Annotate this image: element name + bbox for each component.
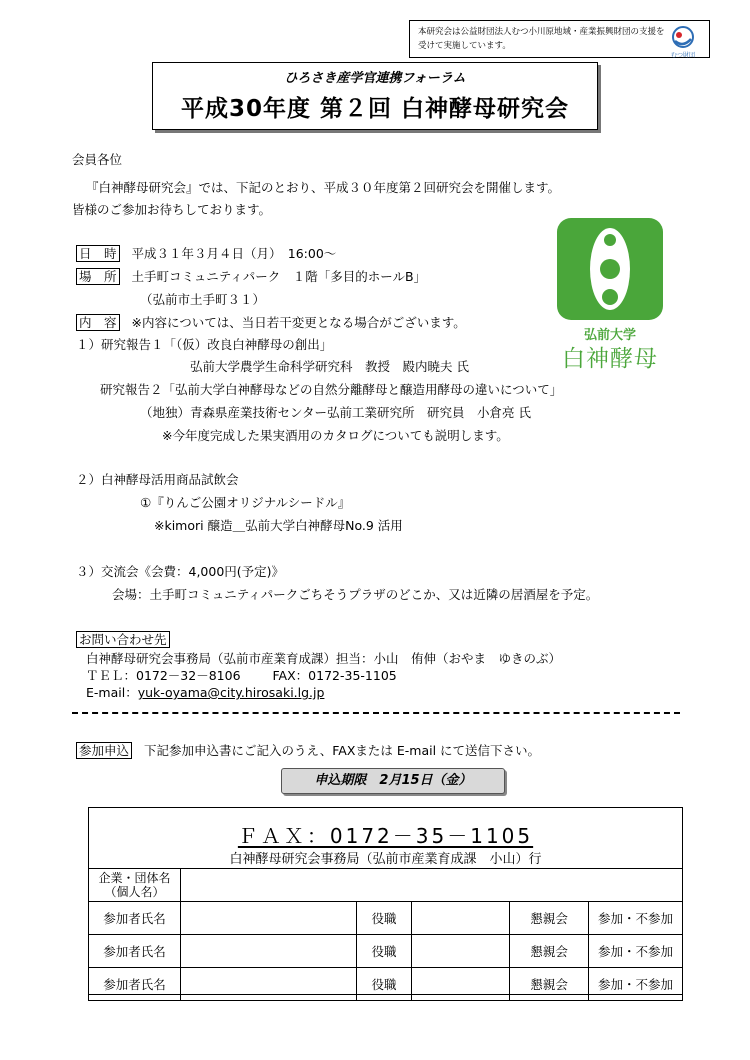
attendance-choice[interactable]: 参加・不参加 [589,902,683,935]
foundation-logo-caption: むつ財団 [670,52,695,59]
participant-title-label: 役職 [356,902,412,935]
participant-name-label: 参加者氏名 [89,935,181,968]
application-instruction: 下記参加申込書にご記入のうえ、FAXまたは E-mail にて送信下さい。 [144,743,541,758]
participant-name-input[interactable] [180,935,356,968]
sponsor-text: 本研究会は公益財団法人むつ小川原地域・産業振興財団の支援を受けて実施しています。 [418,27,665,51]
company-label-text: 企業・団体名（個人名） [98,871,171,899]
participant-title-label: 役職 [356,968,412,1001]
foundation-logo-icon [667,24,699,59]
intro-line-2: 皆様のご参加お待ちしております。 [72,202,272,217]
place-address: （弘前市土手町３１） [140,292,266,307]
party-label: 懇親会 [510,902,589,935]
contact-tel: ＴＥＬ：0172－32－8106 [86,668,241,683]
form-destination: 白神酵母研究会事務局（弘前市産業育成課 小山）行 [229,852,542,867]
form-fax-number [89,820,682,849]
program-item-2: ２）白神酵母活用商品試飲会 [76,472,239,487]
application-form [88,807,683,995]
participant-row [89,902,683,935]
participant-name-input[interactable] [180,968,356,1001]
intro-line-1: 『白神酵母研究会』では、下記のとおり、平成３０年度第２回研究会を開催します。 [86,180,561,195]
content-label: 内 容 [76,314,120,331]
company-input[interactable] [180,869,682,902]
application-label: 参加申込 [76,742,132,759]
cut-line-divider [72,712,680,714]
participant-row [89,968,683,1001]
place-value: 土手町コミュニティパーク １階「多目的ホールB」 [131,269,427,284]
program-item-1b-speaker: （地独）青森県産業技術センター弘前工業研究所 研究員 小倉亮 氏 [140,405,531,420]
party-label: 懇親会 [510,968,589,1001]
company-label [89,869,181,902]
logo-university: 弘前大学 [583,328,636,343]
content-note: ※内容については、当日若干変更となる場合がございます。 [131,315,466,330]
participant-name-input[interactable] [180,902,356,935]
application-row [76,741,540,759]
program-item-1b-note: ※今年度完成した果実酒用のカタログについても説明します。 [162,428,509,443]
participant-title-label: 役職 [356,935,412,968]
date-label: 日 時 [76,245,120,262]
party-label: 懇親会 [510,935,589,968]
participant-table [88,868,683,1001]
participant-title-input[interactable] [412,935,510,968]
participant-name-label: 参加者氏名 [89,902,181,935]
date-value: 平成３１年３月４日（月） 16:00～ [131,246,337,261]
participant-title-input[interactable] [412,902,510,935]
title-box [152,62,598,130]
program-item-1-speaker: 弘前大学農学生命科学研究科 教授 殿内暁夫 氏 [190,359,469,374]
contact-label: お問い合わせ先 [76,631,170,648]
program-item-2-product: ①『りんご公園オリジナルシードル』 [140,495,351,510]
attendance-choice[interactable]: 参加・不参加 [589,968,683,1001]
form-fax-number-text: ＦＡＸ：0172－35－1105 [237,824,534,848]
participant-title-input[interactable] [412,968,510,1001]
content-row [76,313,466,331]
participant-row [89,935,683,968]
date-row [76,244,336,262]
contact-email-prefix: E-mail： [86,685,138,700]
program-item-1: １）研究報告１「（仮）改良白神酵母の創出」 [76,337,333,352]
company-row [89,869,683,902]
contact-fax: FAX：0172-35-1105 [272,668,397,683]
program-item-1b: 研究報告２「弘前大学白神酵母などの自然分離酵母と醸造用酵母の違いについて」 [100,382,563,397]
contact-email-row [86,683,324,701]
forum-subtitle: ひろさき産学官連携フォーラム [284,71,466,86]
program-item-3-venue: 会場：土手町コミュニティパークごちそうプラザのどこか、又は近隣の居酒屋を予定。 [112,587,599,602]
page-title: 平成30年度 第２回 白神酵母研究会 [180,96,570,122]
participant-name-label: 参加者氏名 [89,968,181,1001]
logo-brand-name: 白神酵母 [562,346,658,372]
sponsor-box [409,20,710,58]
addressee: 会員各位 [72,152,123,167]
contact-email-link[interactable]: yuk-oyama@city.hirosaki.lg.jp [137,685,325,700]
deadline-banner: 申込期限 2月15日（金） [281,768,505,794]
place-row [76,267,426,285]
program-item-2-note: ※kimori 醸造＿弘前大学白神酵母No.9 活用 [154,518,403,533]
contact-label-wrap [76,630,170,648]
program-item-3: ３）交流会《会費：4,000円(予定)》 [76,564,285,579]
contact-phone-row [86,666,397,684]
place-label: 場 所 [76,268,120,285]
contact-office: 白神酵母研究会事務局（弘前市産業育成課）担当：小山 侑伸（おやま ゆきのぶ） [86,651,562,666]
attendance-choice[interactable]: 参加・不参加 [589,935,683,968]
shirakami-yeast-logo-icon [557,218,663,320]
